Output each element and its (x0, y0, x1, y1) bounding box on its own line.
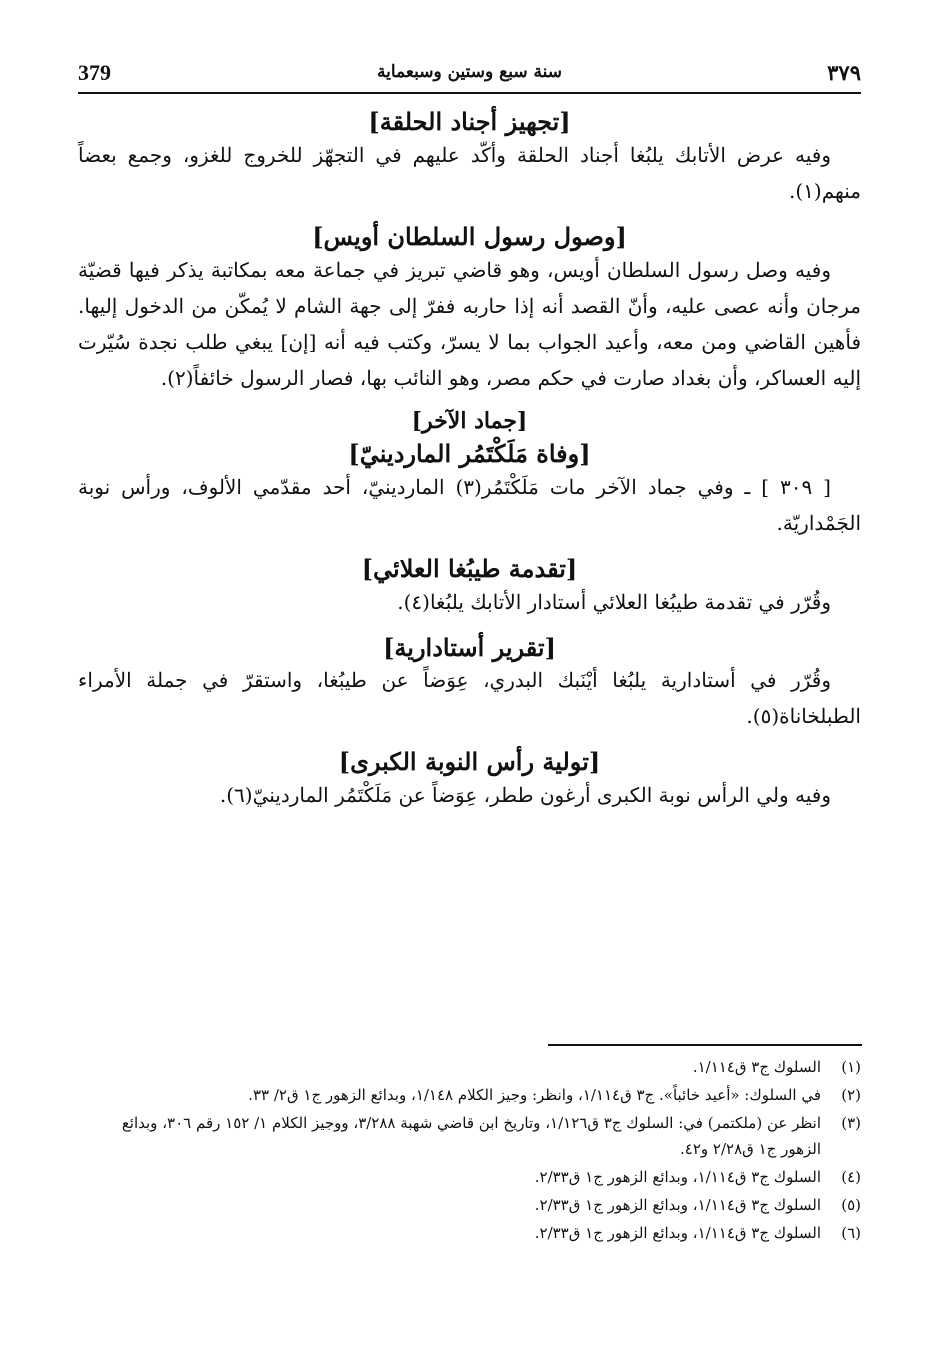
running-title: سنة سبع وستين وسبعماية (377, 62, 562, 82)
footnote-text: السلوك ج٣ ق١/١١٤، وبدائع الزهور ج١ ق٢/٣٣. (534, 1224, 821, 1242)
section-heading: [تجهيز أجناد الحلقة] (368, 107, 571, 136)
section-paragraph: وفيه عرض الأتابك يلبُغا أجناد الحلقة وأكّد عليهم في التجهّز للخروج للغزو، وجمع بعضاً منهم(١). (78, 142, 861, 203)
section-heading: [وفاة مَلَكْتَمُر الماردينيّ] (348, 438, 591, 468)
month-heading: [جماد الآخر] (411, 407, 528, 434)
footnotes (78, 1054, 861, 1248)
section-heading: [تقدمة طيبُغا العلائي] (361, 553, 578, 583)
section-heading: [وصول رسول السلطان أويس] (312, 221, 627, 251)
footnote-text: السلوك ج٣ ق١/١١٤، وبدائع الزهور ج١ ق٢/٣٣. (534, 1168, 821, 1186)
footnote-number: (٤) (841, 1168, 861, 1186)
header-rule (78, 92, 861, 94)
footnote-number: (٦) (841, 1224, 861, 1242)
section-paragraph: [ ٣٠٩ ] ـ وفي جماد الآخر مات مَلَكْتَمُر(٣) الماردينيّ، أحد مقدّمي الألوف، ورأس نوبة الجَمْداريّة. (78, 474, 861, 535)
footnote (78, 1192, 861, 1218)
section-paragraph: وقُرّر في أستادارية يلبُغا أيْنَبك البدري، عِوَضاً عن طيبُغا، واستقرّ في جملة الأمراء الطبلخاناة(٥). (78, 668, 861, 729)
section-heading: [تقرير أستادارية] (383, 632, 556, 662)
footnote (78, 1164, 861, 1190)
page-number-latin: 379 (78, 60, 111, 85)
footnote-text: السلوك ج٣ ق١/١١٤. (692, 1058, 821, 1076)
section-paragraph: وقُرّر في تقدمة طيبُغا العلائي أستادار الأتابك يلبُغا(٤). (397, 589, 831, 614)
main-text (78, 108, 861, 813)
footnote-text: انظر عن (ملكتمر) في: السلوك ج٣ ق١/١٢٦، وتاريخ ابن قاضي شهبة ٣/٢٨٨، ووجيز الكلام ١/ ١٥٢ رقم ٣٠٦، وبدائع الزهور ج١ ق٢/٢٨ و٤٢. (121, 1114, 821, 1158)
footnote-number: (٥) (841, 1196, 861, 1214)
footnote-number: (٢) (841, 1086, 861, 1104)
footnote (78, 1110, 861, 1162)
footnote-number: (١) (841, 1058, 861, 1076)
footnote (78, 1082, 861, 1108)
footnote (78, 1054, 861, 1080)
section-paragraph: وفيه وصل رسول السلطان أويس، وهو قاضي تبريز في جماعة معه بمكاتبة يذكر فيها قضيّة مرجان وأنه عصى عليه، وأنّ القصد أنه إذا حاربه ففرّ إلى جهة الشام لا يُمكّن من الدخول إليها. فأهين القاضي ومن معه، وأعيد الجواب بما لا يسرّ، وكتب فيه أنه [إن] يبغي طلب نجدة سُيّرت إليه العساكر، وأن بغداد صارت في حكم مصر، وهو النائب بها، فصار الرسول خائفاً(٢). (78, 257, 861, 390)
footnote-text: السلوك ج٣ ق١/١١٤، وبدائع الزهور ج١ ق٢/٣٣. (534, 1196, 821, 1214)
footnote-rule (548, 1044, 862, 1046)
footnote-number: (٣) (841, 1114, 861, 1132)
running-header (78, 58, 861, 92)
page-number-arabic: ٣٧٩ (827, 60, 861, 85)
section-heading: [تولية رأس النوبة الكبرى] (338, 747, 601, 777)
footnote (78, 1220, 861, 1246)
section-paragraph: وفيه ولي الرأس نوبة الكبرى أرغون ططر، عِوَضاً عن مَلَكْتَمُر الماردينيّ(٦). (219, 783, 831, 808)
footnote-text: في السلوك: «أعيد خائباً». ج٣ ق١/١١٤، وانظر: وجيز الكلام ١/١٤٨، وبدائع الزهور ج١ ق٢/ ٣٣. (248, 1086, 821, 1104)
